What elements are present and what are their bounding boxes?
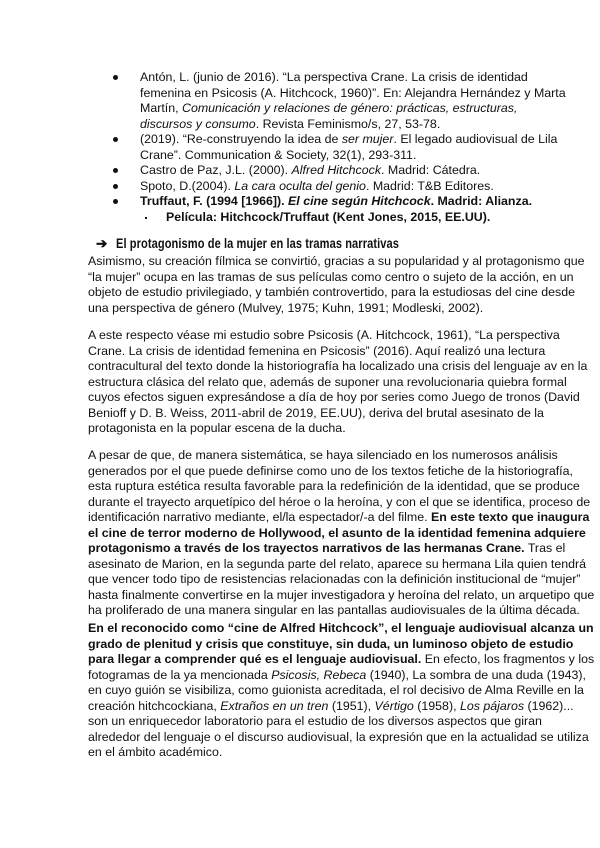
bold-text: En este texto que inaugura xyxy=(431,510,590,524)
text-line xyxy=(140,117,566,133)
text-run: Tras el xyxy=(524,541,566,555)
text-line xyxy=(88,359,587,375)
text-run: (1958), xyxy=(413,698,460,713)
text-run: una perspectiva de género (Mulvey, 1975; Kuhn, 1991; Modleski, 2002). xyxy=(88,300,484,315)
text-run: Benioff y D. B. Weiss, 2011-abril de 2019, EE.UU), deriva del brutal asesinato de la xyxy=(88,405,544,420)
italic-text: Vértigo xyxy=(374,698,414,713)
text-line xyxy=(88,714,594,730)
text-run: (1962)... xyxy=(524,698,574,713)
text-run: que vencer todo tipo de resistencias relacionadas con la definición institucional de “mujer” xyxy=(88,572,581,586)
text-line xyxy=(88,730,594,746)
text-run: Antón, L. (junio de 2016). “La perspectiva Crane. La crisis de identidad xyxy=(140,70,528,84)
text-line xyxy=(88,328,587,344)
italic-text: Los pájaros xyxy=(459,698,525,713)
text-line xyxy=(88,495,594,511)
text-line xyxy=(88,745,594,761)
text-line xyxy=(88,621,594,637)
text-line xyxy=(88,285,585,301)
text-line xyxy=(140,101,566,117)
text-line xyxy=(88,588,594,604)
text-line xyxy=(88,270,585,286)
text-run: (1951), xyxy=(328,698,375,713)
text-line xyxy=(88,448,594,464)
text-run: hasta finalmente convertirse en la mujer investigadora y heroína del relato, un arquetipo que xyxy=(88,587,595,602)
text-run: . El legado audiovisual de Lila xyxy=(393,132,558,146)
text-run: ha proliferado de una manera singular en las pantallas audiovisuales de la última década. xyxy=(88,603,580,617)
text-line xyxy=(88,301,585,317)
text-run: en el ámbito académico. xyxy=(88,745,223,759)
text-line xyxy=(88,637,594,653)
text-run: (1940), La sombra de una duda (1943), xyxy=(366,667,586,682)
text-run: Asimismo, su creación fílmica se convirtió, gracias a su popularidad y al protagonismo que xyxy=(88,254,585,268)
text-run: A este respecto véase mi estudio sobre Psicosis (A. Hitchcock, 1961), “La perspectiva xyxy=(88,328,560,342)
text-run: identificación narrativo mediante, el/la espectador/-a del filme. xyxy=(88,510,431,524)
text-line xyxy=(140,86,566,102)
text-line xyxy=(140,148,566,164)
text-run: alrededor del lenguaje o el discurso audiovisual, la expresión que en la actualidad se utiliza xyxy=(88,729,589,744)
text-run: . Madrid: T&B Editores. xyxy=(365,178,494,193)
text-line xyxy=(88,603,594,619)
paragraph-4 xyxy=(88,621,594,761)
section-heading xyxy=(96,236,461,252)
bullet-icon xyxy=(113,184,118,189)
arrow-icon: ➔ xyxy=(96,236,108,251)
text-run: cuyos efectos siguen expresándose a día de hoy por series como Juego de tronos (David xyxy=(88,390,580,404)
bold-text: grado de plenitud y crisis que constituye, sin duda, un luminoso objeto de estudio xyxy=(88,636,574,651)
text-line xyxy=(88,541,594,557)
bullet-icon xyxy=(113,168,118,173)
reference-item xyxy=(113,132,566,163)
italic-text: Psicosis, Rebeca xyxy=(271,667,367,682)
text-line xyxy=(88,406,587,422)
text-run: durante el trayecto arquetípico del héroe o la heroína, y con el que se identifica, proceso de xyxy=(88,494,591,509)
bold-text: Truffaut, F. (1994 [1966]). xyxy=(140,194,289,208)
paragraph-3 xyxy=(88,448,594,619)
italic-text: La cara oculta del genio xyxy=(234,178,366,193)
text-run: femenina en Psicosis (A. Hitchcock, 1960)”. En: Alejandra Hernández y Marta xyxy=(140,85,566,100)
text-run: A pesar de que, de manera sistemática, se haya silenciado en los numerosos análisis xyxy=(88,448,558,462)
text-line xyxy=(88,344,587,360)
text-run: asesinato de Marion, en la segunda parte del relato, aparece su hermana Lila quien tendrá xyxy=(88,556,587,571)
text-run: “la mujer” ocupa en las tramas de sus películas como centro o sujeto de la acción, en un xyxy=(88,269,574,284)
text-line xyxy=(88,572,594,588)
bold-text: protagonismo a través de los trayectos narrativos de las hermanas Crane. xyxy=(88,541,525,555)
bold-text: Película: Hitchcock/Truffaut (Kent Jones, 2015, EE.UU). xyxy=(166,209,491,224)
text-run: (2019). “Re-construyendo la idea de xyxy=(140,132,342,146)
text-run: fotogramas de la ya mencionada xyxy=(88,667,272,682)
sub-reference-item xyxy=(113,210,566,226)
text-line xyxy=(88,375,587,391)
text-run: estructura clásica del relato que, además de suponer una revolucionaria quiebra formal xyxy=(88,374,567,389)
text-run: Castro de Paz, J.L. (2000). xyxy=(140,163,292,177)
text-run: en cuyo guión se visibiliza, como guionista acreditada, el rol decisivo de Alma Reville en la xyxy=(88,683,584,697)
text-line xyxy=(88,683,594,699)
text-line xyxy=(140,132,566,148)
text-line xyxy=(88,421,587,437)
text-line xyxy=(140,179,566,195)
reference-item xyxy=(113,179,566,195)
text-run: En efecto, los fragmentos y los xyxy=(421,652,595,666)
text-run: . Madrid: Cátedra. xyxy=(381,163,481,177)
text-line xyxy=(88,510,594,526)
paragraph-1 xyxy=(88,254,585,316)
text-line xyxy=(88,699,594,715)
italic-text: Extraños en un tren xyxy=(220,698,329,713)
reference-item xyxy=(113,194,566,210)
text-line xyxy=(88,668,594,684)
bullet-icon xyxy=(145,217,147,219)
bold-text: el cine de terror moderno de Hollywood, el asunto de la identidad femenina adquiere xyxy=(88,525,586,540)
text-line xyxy=(140,70,566,86)
text-run: Spoto, D.(2004). xyxy=(140,178,235,193)
text-line xyxy=(88,526,594,542)
bold-text: En el reconocido como “cine de Alfred Hitchcock”, el lenguaje audiovisual alcanza un xyxy=(88,621,594,635)
reference-list xyxy=(113,70,566,225)
text-line xyxy=(166,210,566,226)
section-heading-text: El protagonismo de la mujer en las tramas narrativas xyxy=(116,236,399,251)
text-run: creación hitchcockiana, xyxy=(88,698,221,713)
bullet-icon xyxy=(113,75,118,80)
text-run: Crane”. Communication & Society, 32(1), 293-311. xyxy=(140,147,417,162)
paragraph-2 xyxy=(88,328,587,437)
text-run: generados por el que puede definirse como uno de los textos fetiche de la historiografía, xyxy=(88,463,573,478)
text-run: Crane. La crisis de identidad femenina en Psicosis” (2016). Aquí realizó una lectura xyxy=(88,343,546,358)
bullet-icon xyxy=(113,137,118,142)
text-run: contracultural del texto donde la historiografía ha localizado una crisis del lenguaje av en la xyxy=(88,359,588,373)
text-line xyxy=(88,464,594,480)
text-line xyxy=(88,390,587,406)
text-line xyxy=(88,479,594,495)
italic-text: discursos y consumo xyxy=(140,116,256,131)
text-line xyxy=(140,194,566,210)
text-run: protagonista en la popular escena de la ducha. xyxy=(88,421,346,435)
text-line xyxy=(88,557,594,573)
bold-text: . Madrid: Alianza. xyxy=(430,194,533,208)
italic-text: ser mujer xyxy=(341,132,394,146)
italic-text: Comunicación y relaciones de género: prácticas, estructuras, xyxy=(182,101,518,115)
text-run: objeto de estudio privilegiado, y también controvertido, para la estudiosas del cine desde xyxy=(88,285,575,299)
reference-item xyxy=(113,70,566,132)
italic-text: El cine según Hitchcock xyxy=(288,194,431,208)
text-line xyxy=(88,652,594,668)
reference-item xyxy=(113,163,566,179)
text-line xyxy=(140,163,566,179)
text-run: Martín, xyxy=(140,101,182,115)
bold-text: para llegar a comprender qué es el lenguaje audiovisual. xyxy=(88,652,422,666)
text-run: . Revista Feminismo/s, 27, 53-78. xyxy=(255,116,441,131)
text-run: son un enriquecedor laboratorio para el estudio de los diversos aspectos que giran xyxy=(88,714,542,728)
text-run: esta ruptura estética resulta favorable para la redefinición de la identidad, que se produce xyxy=(88,479,580,493)
text-line xyxy=(88,254,585,270)
bullet-icon xyxy=(113,199,118,204)
italic-text: Alfred Hitchcock xyxy=(291,163,382,177)
